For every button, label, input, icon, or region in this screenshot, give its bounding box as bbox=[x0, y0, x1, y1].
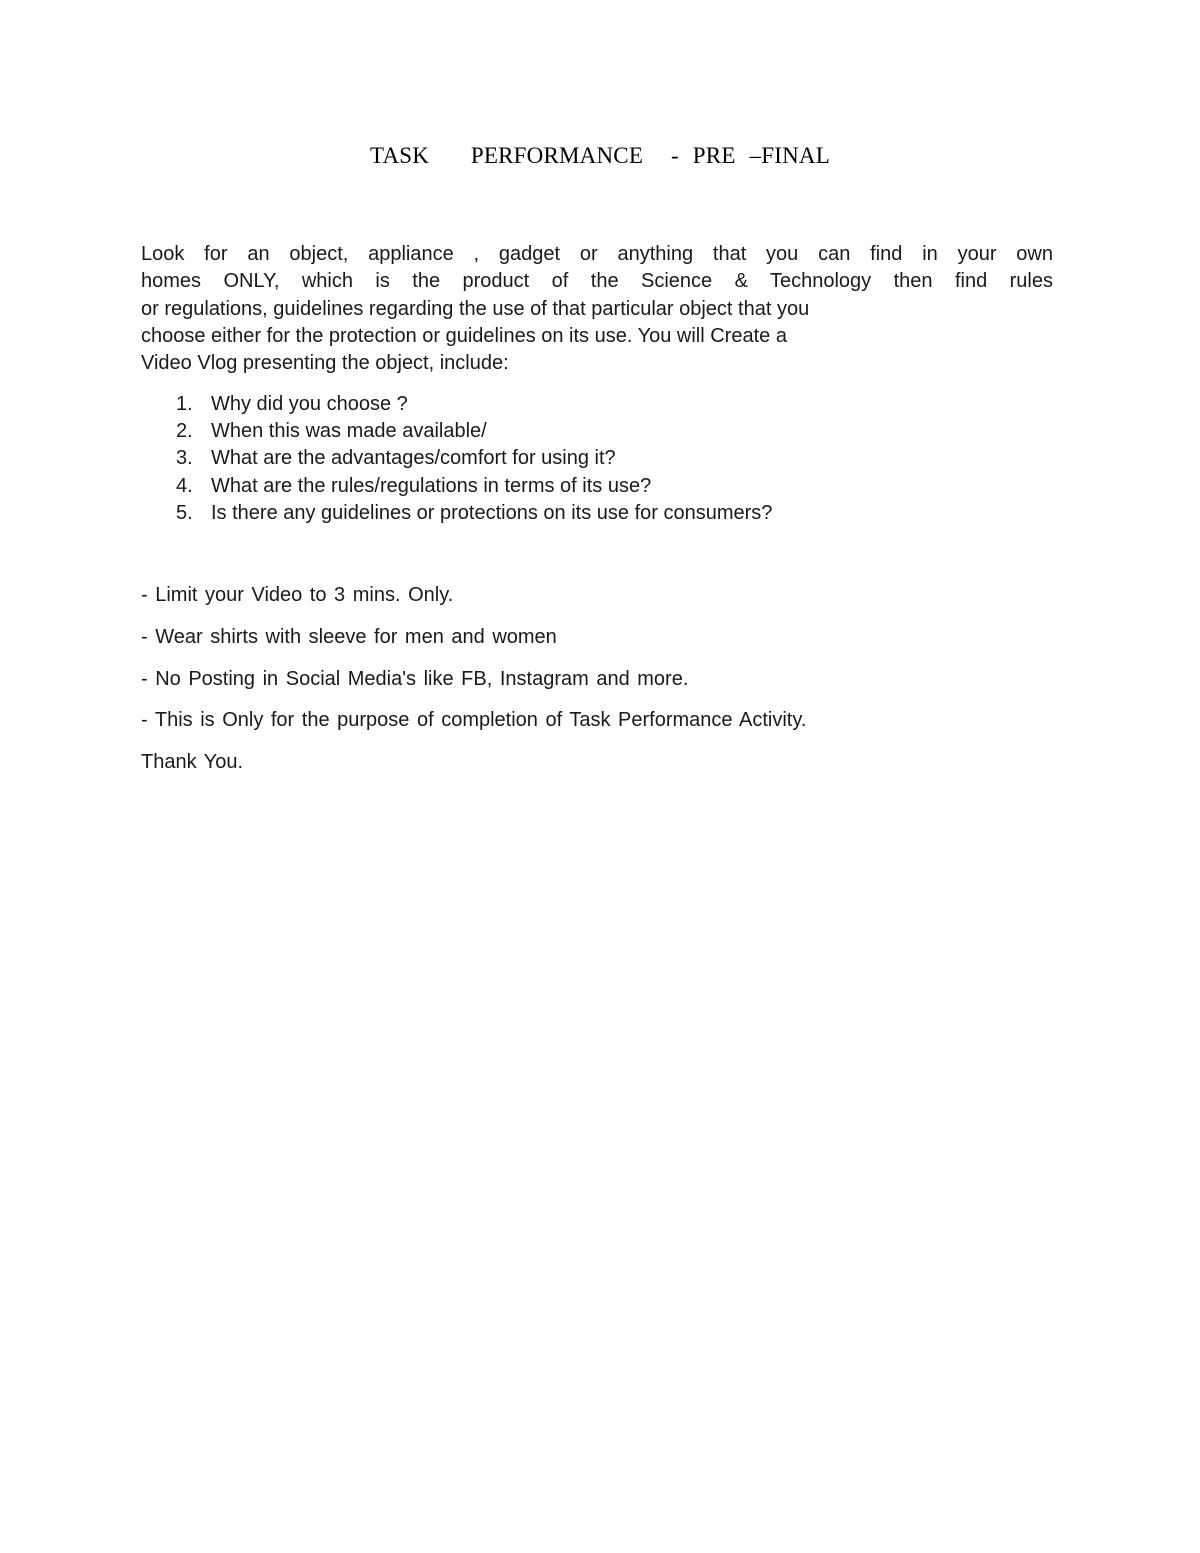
intro-paragraph bbox=[141, 241, 1053, 377]
question-text: What are the advantages/comfort for using it? bbox=[211, 447, 616, 470]
question-text: Why did you choose ? bbox=[211, 393, 408, 415]
question-text: When this was made available/ bbox=[211, 420, 487, 443]
note-item: - Wear shirts with sleeve for men and women bbox=[141, 625, 557, 648]
note-item: - No Posting in Social Media's like FB, Instagram and more. bbox=[141, 667, 689, 690]
question-number: 5. bbox=[176, 501, 193, 524]
intro-line: Look for an object, appliance , gadget or anything that you can find in your own bbox=[141, 243, 1053, 265]
question-text: Is there any guidelines or protections on its use for consumers? bbox=[211, 501, 773, 524]
closing-text: Thank You. bbox=[141, 751, 244, 774]
question-item bbox=[141, 473, 772, 500]
question-item bbox=[141, 445, 772, 472]
note-item: - Limit your Video to 3 mins. Only. bbox=[141, 584, 454, 606]
intro-line: or regulations, guidelines regarding the use of that particular object that you bbox=[141, 297, 810, 320]
question-item bbox=[141, 418, 772, 445]
question-list bbox=[141, 391, 772, 527]
question-number: 1. bbox=[176, 393, 193, 415]
question-number: 4. bbox=[176, 474, 193, 497]
document-title: TASK PERFORMANCE - PRE –FINAL bbox=[370, 143, 830, 168]
question-number: 2. bbox=[176, 420, 193, 443]
intro-line: Video Vlog presenting the object, include: bbox=[141, 352, 509, 375]
intro-line: homes ONLY, which is the product of the Science & Technology then find rules bbox=[141, 270, 1053, 293]
question-number: 3. bbox=[176, 447, 193, 470]
note-item: - This is Only for the purpose of completion of Task Performance Activity. bbox=[141, 709, 807, 732]
instruction-notes bbox=[141, 582, 806, 776]
question-item bbox=[141, 391, 772, 418]
question-text: What are the rules/regulations in terms of its use? bbox=[211, 474, 652, 497]
intro-line: choose either for the protection or guidelines on its use. You will Create a bbox=[141, 324, 787, 347]
question-item bbox=[141, 500, 772, 527]
